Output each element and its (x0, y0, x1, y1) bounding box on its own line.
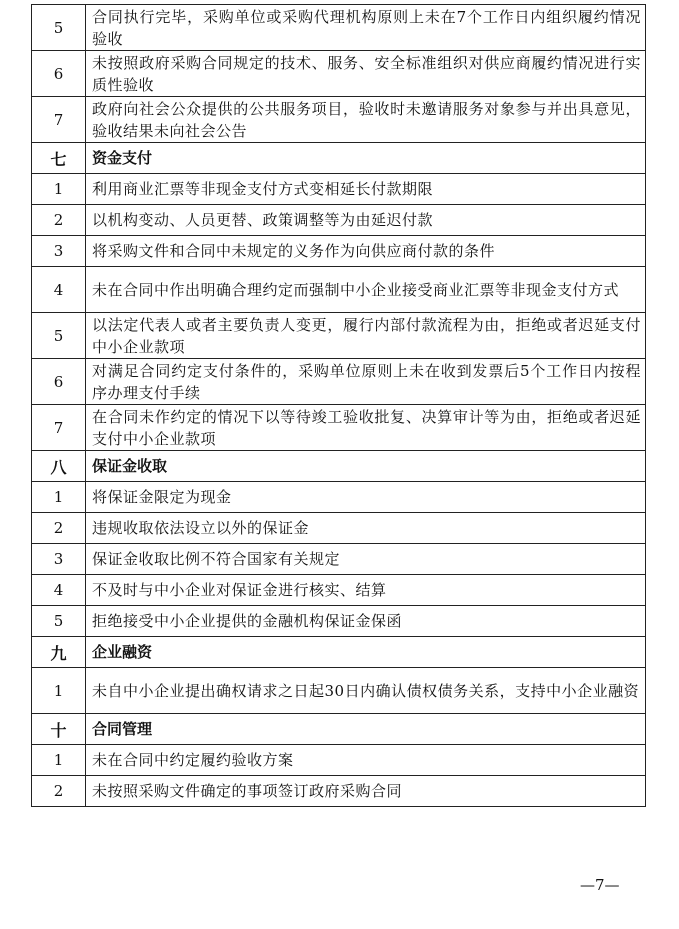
table-row (32, 5, 646, 51)
row-text: 保证金收取比例不符合国家有关规定 (86, 544, 646, 575)
table-row (32, 313, 646, 359)
row-text: 将采购文件和合同中未规定的义务作为向供应商付款的条件 (86, 236, 646, 267)
row-text: 未按照政府采购合同规定的技术、服务、安全标准组织对供应商履约情况进行实质性验收 (86, 51, 646, 97)
table-row (32, 606, 646, 637)
row-text: 以法定代表人或者主要负责人变更，履行内部付款流程为由，拒绝或者迟延支付中小企业款项 (86, 313, 646, 359)
row-text: 政府向社会公众提供的公共服务项目，验收时未邀请服务对象参与并出具意见，验收结果未向社会公告 (86, 97, 646, 143)
row-text: 未自中小企业提出确权请求之日起30日内确认债权债务关系，支持中小企业融资 (86, 668, 646, 714)
row-number: 2 (32, 776, 86, 807)
page-number: —7— (580, 876, 620, 894)
section-row (32, 451, 646, 482)
section-number: 十 (32, 714, 86, 745)
row-number: 3 (32, 544, 86, 575)
row-text: 未在合同中约定履约验收方案 (86, 745, 646, 776)
row-number: 1 (32, 482, 86, 513)
section-number: 九 (32, 637, 86, 668)
table-row (32, 575, 646, 606)
row-number: 4 (32, 575, 86, 606)
table-row (32, 745, 646, 776)
table-row (32, 359, 646, 405)
table-row (32, 482, 646, 513)
row-number: 4 (32, 267, 86, 313)
row-number: 1 (32, 174, 86, 205)
row-text: 将保证金限定为现金 (86, 482, 646, 513)
table-row (32, 205, 646, 236)
row-number: 7 (32, 97, 86, 143)
table-row (32, 513, 646, 544)
table-body (32, 5, 646, 807)
row-number: 5 (32, 606, 86, 637)
section-title: 资金支付 (86, 143, 646, 174)
section-row (32, 143, 646, 174)
table-row (32, 174, 646, 205)
section-title: 保证金收取 (86, 451, 646, 482)
section-title: 合同管理 (86, 714, 646, 745)
document-table (31, 4, 646, 807)
table-row (32, 668, 646, 714)
table-row (32, 236, 646, 267)
row-number: 6 (32, 51, 86, 97)
table-row (32, 544, 646, 575)
row-number: 1 (32, 745, 86, 776)
section-number: 八 (32, 451, 86, 482)
row-text: 不及时与中小企业对保证金进行核实、结算 (86, 575, 646, 606)
row-number: 3 (32, 236, 86, 267)
row-text: 利用商业汇票等非现金支付方式变相延长付款期限 (86, 174, 646, 205)
row-number: 1 (32, 668, 86, 714)
row-number: 5 (32, 5, 86, 51)
row-text: 对满足合同约定支付条件的，采购单位原则上未在收到发票后5个工作日内按程序办理支付手续 (86, 359, 646, 405)
row-number: 7 (32, 405, 86, 451)
row-text: 未按照采购文件确定的事项签订政府采购合同 (86, 776, 646, 807)
table-row (32, 267, 646, 313)
row-text: 违规收取依法设立以外的保证金 (86, 513, 646, 544)
row-text: 合同执行完毕，采购单位或采购代理机构原则上未在7个工作日内组织履约情况验收 (86, 5, 646, 51)
row-number: 2 (32, 513, 86, 544)
row-text: 拒绝接受中小企业提供的金融机构保证金保函 (86, 606, 646, 637)
table-row (32, 97, 646, 143)
table-row (32, 776, 646, 807)
row-number: 6 (32, 359, 86, 405)
section-row (32, 637, 646, 668)
section-row (32, 714, 646, 745)
row-number: 2 (32, 205, 86, 236)
section-number: 七 (32, 143, 86, 174)
row-number: 5 (32, 313, 86, 359)
row-text: 以机构变动、人员更替、政策调整等为由延迟付款 (86, 205, 646, 236)
table-row (32, 405, 646, 451)
row-text: 在合同未作约定的情况下以等待竣工验收批复、决算审计等为由，拒绝或者迟延支付中小企业款项 (86, 405, 646, 451)
section-title: 企业融资 (86, 637, 646, 668)
row-text: 未在合同中作出明确合理约定而强制中小企业接受商业汇票等非现金支付方式 (86, 267, 646, 313)
table-row (32, 51, 646, 97)
